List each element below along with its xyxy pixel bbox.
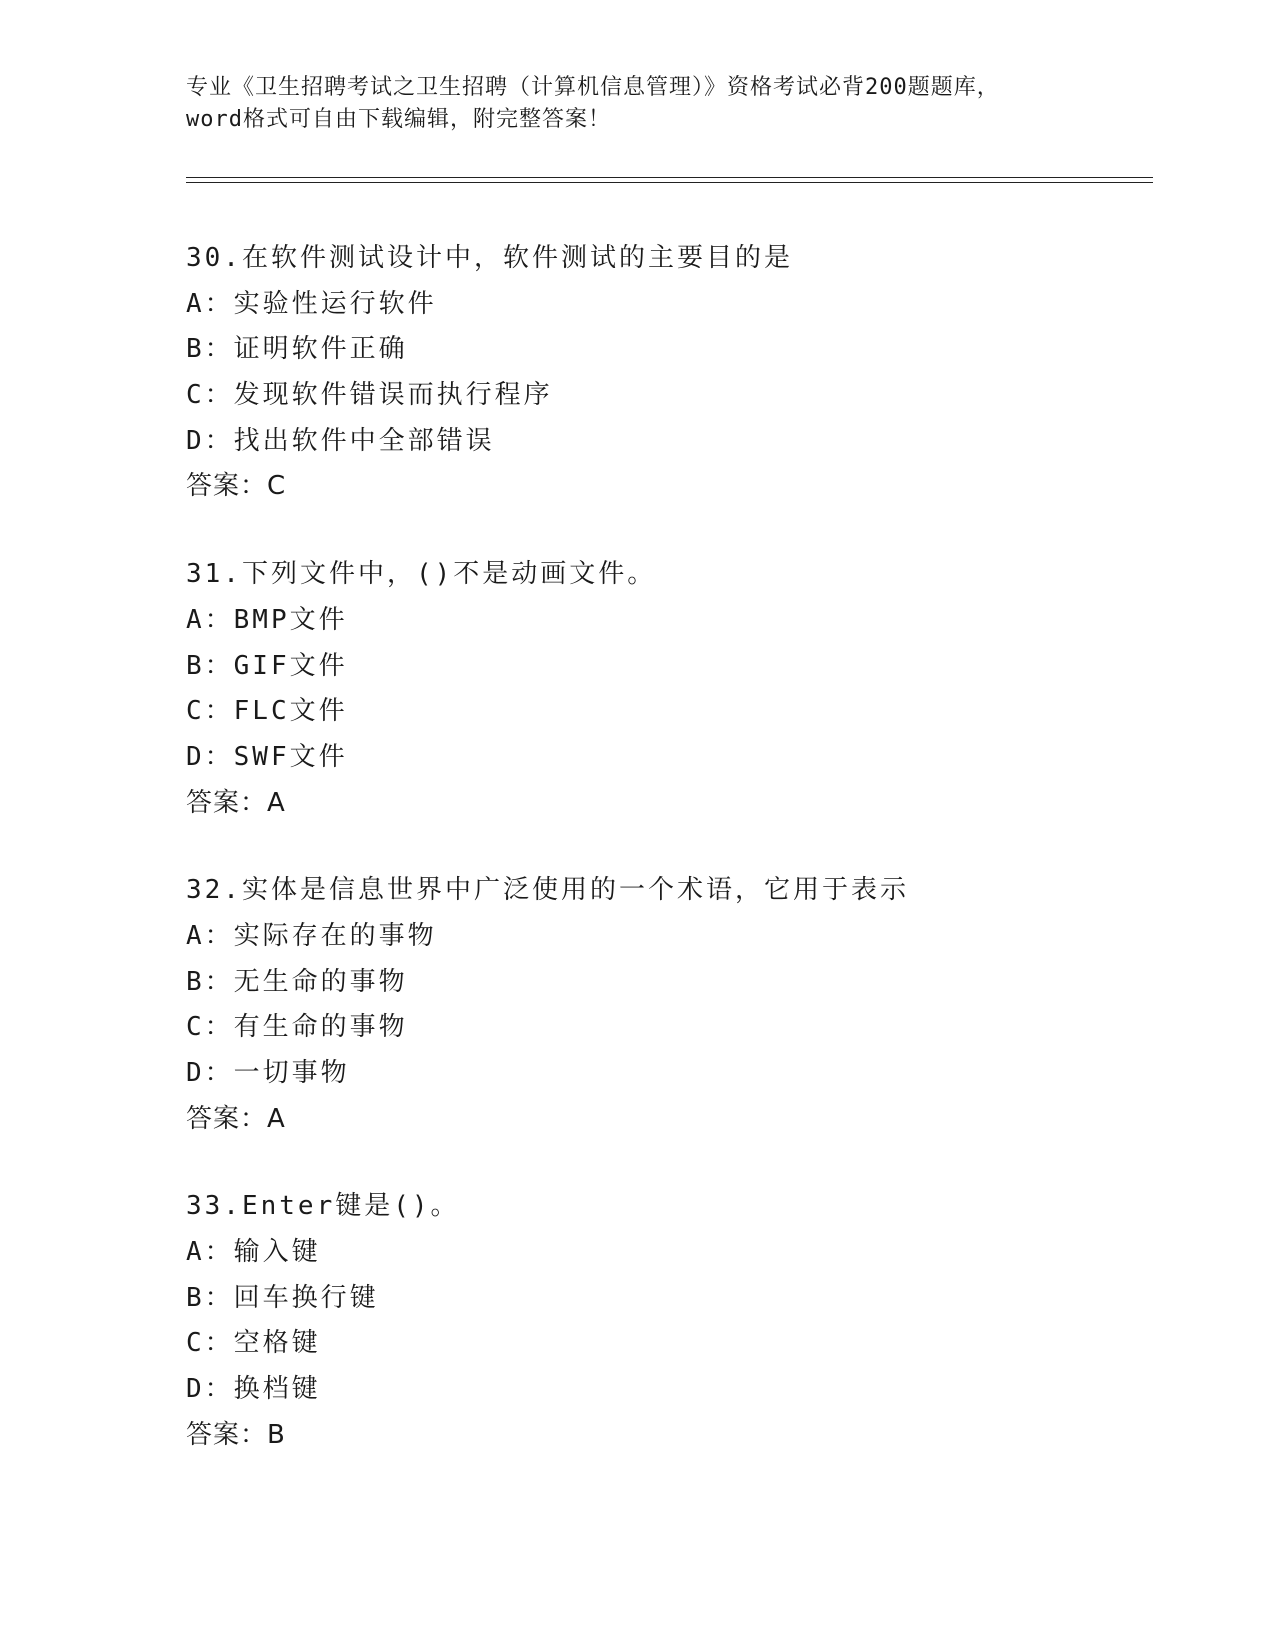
option-c: C：发现软件错误而执行程序 [186, 380, 553, 411]
question-title: 33.Enter键是()。 [186, 1191, 460, 1222]
question-title: 32.实体是信息世界中广泛使用的一个术语，它用于表示 [186, 875, 909, 906]
answer-label: 答案：A [186, 787, 286, 818]
option-c: C：空格键 [186, 1328, 321, 1359]
document-header [186, 72, 1086, 136]
question-title: 31.下列文件中，()不是动画文件。 [186, 559, 657, 590]
option-a: A：实际存在的事物 [186, 920, 437, 951]
option-d: D：SWF文件 [186, 741, 348, 772]
option-b: B：证明软件正确 [186, 334, 408, 365]
header-title-line-1: 专业《卫生招聘考试之卫生招聘（计算机信息管理）》资格考试必背200题题库， [186, 75, 1000, 100]
option-d: D：一切事物 [186, 1058, 350, 1088]
option-a: A：实验性运行软件 [186, 288, 437, 319]
answer-label: 答案：C [186, 471, 287, 502]
question-list [186, 236, 1136, 1501]
option-b: B：GIF文件 [186, 650, 348, 681]
question-item-33 [186, 1184, 1136, 1458]
option-a: A：BMP文件 [186, 604, 348, 635]
option-b: B：回车换行键 [186, 1282, 379, 1313]
option-d: D：换档键 [186, 1374, 321, 1405]
option-c: C：FLC文件 [186, 696, 348, 727]
answer-label: 答案：B [186, 1419, 286, 1450]
question-item-30 [186, 236, 1136, 510]
question-title: 30.在软件测试设计中，软件测试的主要目的是 [186, 243, 793, 273]
option-a: A：输入键 [186, 1237, 321, 1268]
option-c: C：有生命的事物 [186, 1012, 408, 1043]
answer-label: 答案：A [186, 1103, 286, 1134]
question-item-32 [186, 868, 1136, 1142]
question-item-31 [186, 552, 1136, 826]
header-divider-bottom [186, 182, 1153, 183]
header-title-line-2: word格式可自由下载编辑，附完整答案！ [186, 107, 611, 132]
option-b: B：无生命的事物 [186, 966, 408, 997]
option-d: D：找出软件中全部错误 [186, 425, 495, 456]
header-divider-top [186, 177, 1153, 178]
